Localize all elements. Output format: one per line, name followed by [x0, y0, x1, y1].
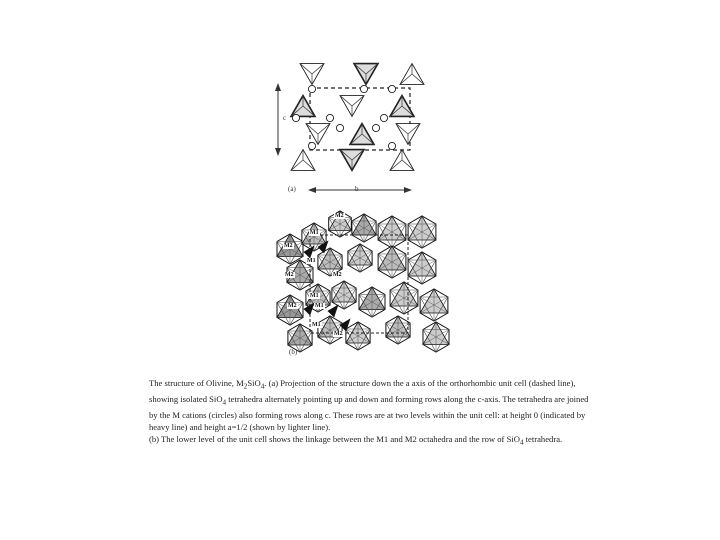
site-label-m2: M2 [285, 272, 294, 278]
site-label-m2: M2 [335, 213, 344, 219]
site-label-m1: M1 [307, 258, 316, 264]
axis-c-label: c [283, 114, 287, 122]
octahedron [277, 234, 303, 264]
octahedron [408, 252, 436, 284]
site-label-m2: M2 [284, 243, 293, 249]
octahedron [346, 322, 370, 350]
octahedron [378, 246, 406, 278]
octahedron [348, 244, 372, 272]
octahedron [420, 289, 448, 321]
octahedron [386, 316, 410, 344]
octahedron [378, 216, 406, 248]
octahedron [359, 287, 385, 317]
octahedron [390, 282, 418, 314]
octahedron [277, 295, 303, 325]
octahedra-and-tetrahedra [277, 211, 449, 352]
axis-b-label: b [355, 185, 359, 193]
caption-part-b: (b) The lower level of the unit cell shows the linkage between the M1 and M2 octahedra and the row of SiO$_4$ tetrahedra. [149, 433, 563, 447]
site-label-m1: M1 [315, 303, 324, 309]
caption-part-a: The structure of Olivine, $M_2SiO_4$. (a) Projection of the structure down the a axis of the orthorhombic unit cell (dashed line), showing isolated SiO$_4$ tetrahedra alternately pointing up and down and forming rows along the c-axis. The tetrahedra are joined by the M cations (circles) also forming rows along c. These rows are at two levels within the unit cell: at height 0 (indicated by heavy line) and height a=1/2 (shown by lighter line). [149, 378, 589, 432]
site-label-m1: M1 [310, 230, 319, 236]
figure-a-label: (a) [288, 185, 296, 193]
site-label-m2: M2 [334, 331, 343, 337]
figure-caption [149, 377, 589, 449]
octahedron [318, 316, 342, 344]
octahedron [332, 281, 356, 309]
octahedron [423, 322, 449, 352]
site-label-m2: M2 [333, 272, 342, 278]
octahedron [352, 214, 376, 242]
dark-tetrahedron [328, 305, 338, 317]
site-label-m2: M2 [288, 303, 297, 309]
site-label-m1: M1 [310, 293, 319, 299]
site-label-m1: M1 [312, 322, 321, 328]
figure-b-label: (b) [289, 348, 298, 356]
octahedron [408, 216, 436, 248]
